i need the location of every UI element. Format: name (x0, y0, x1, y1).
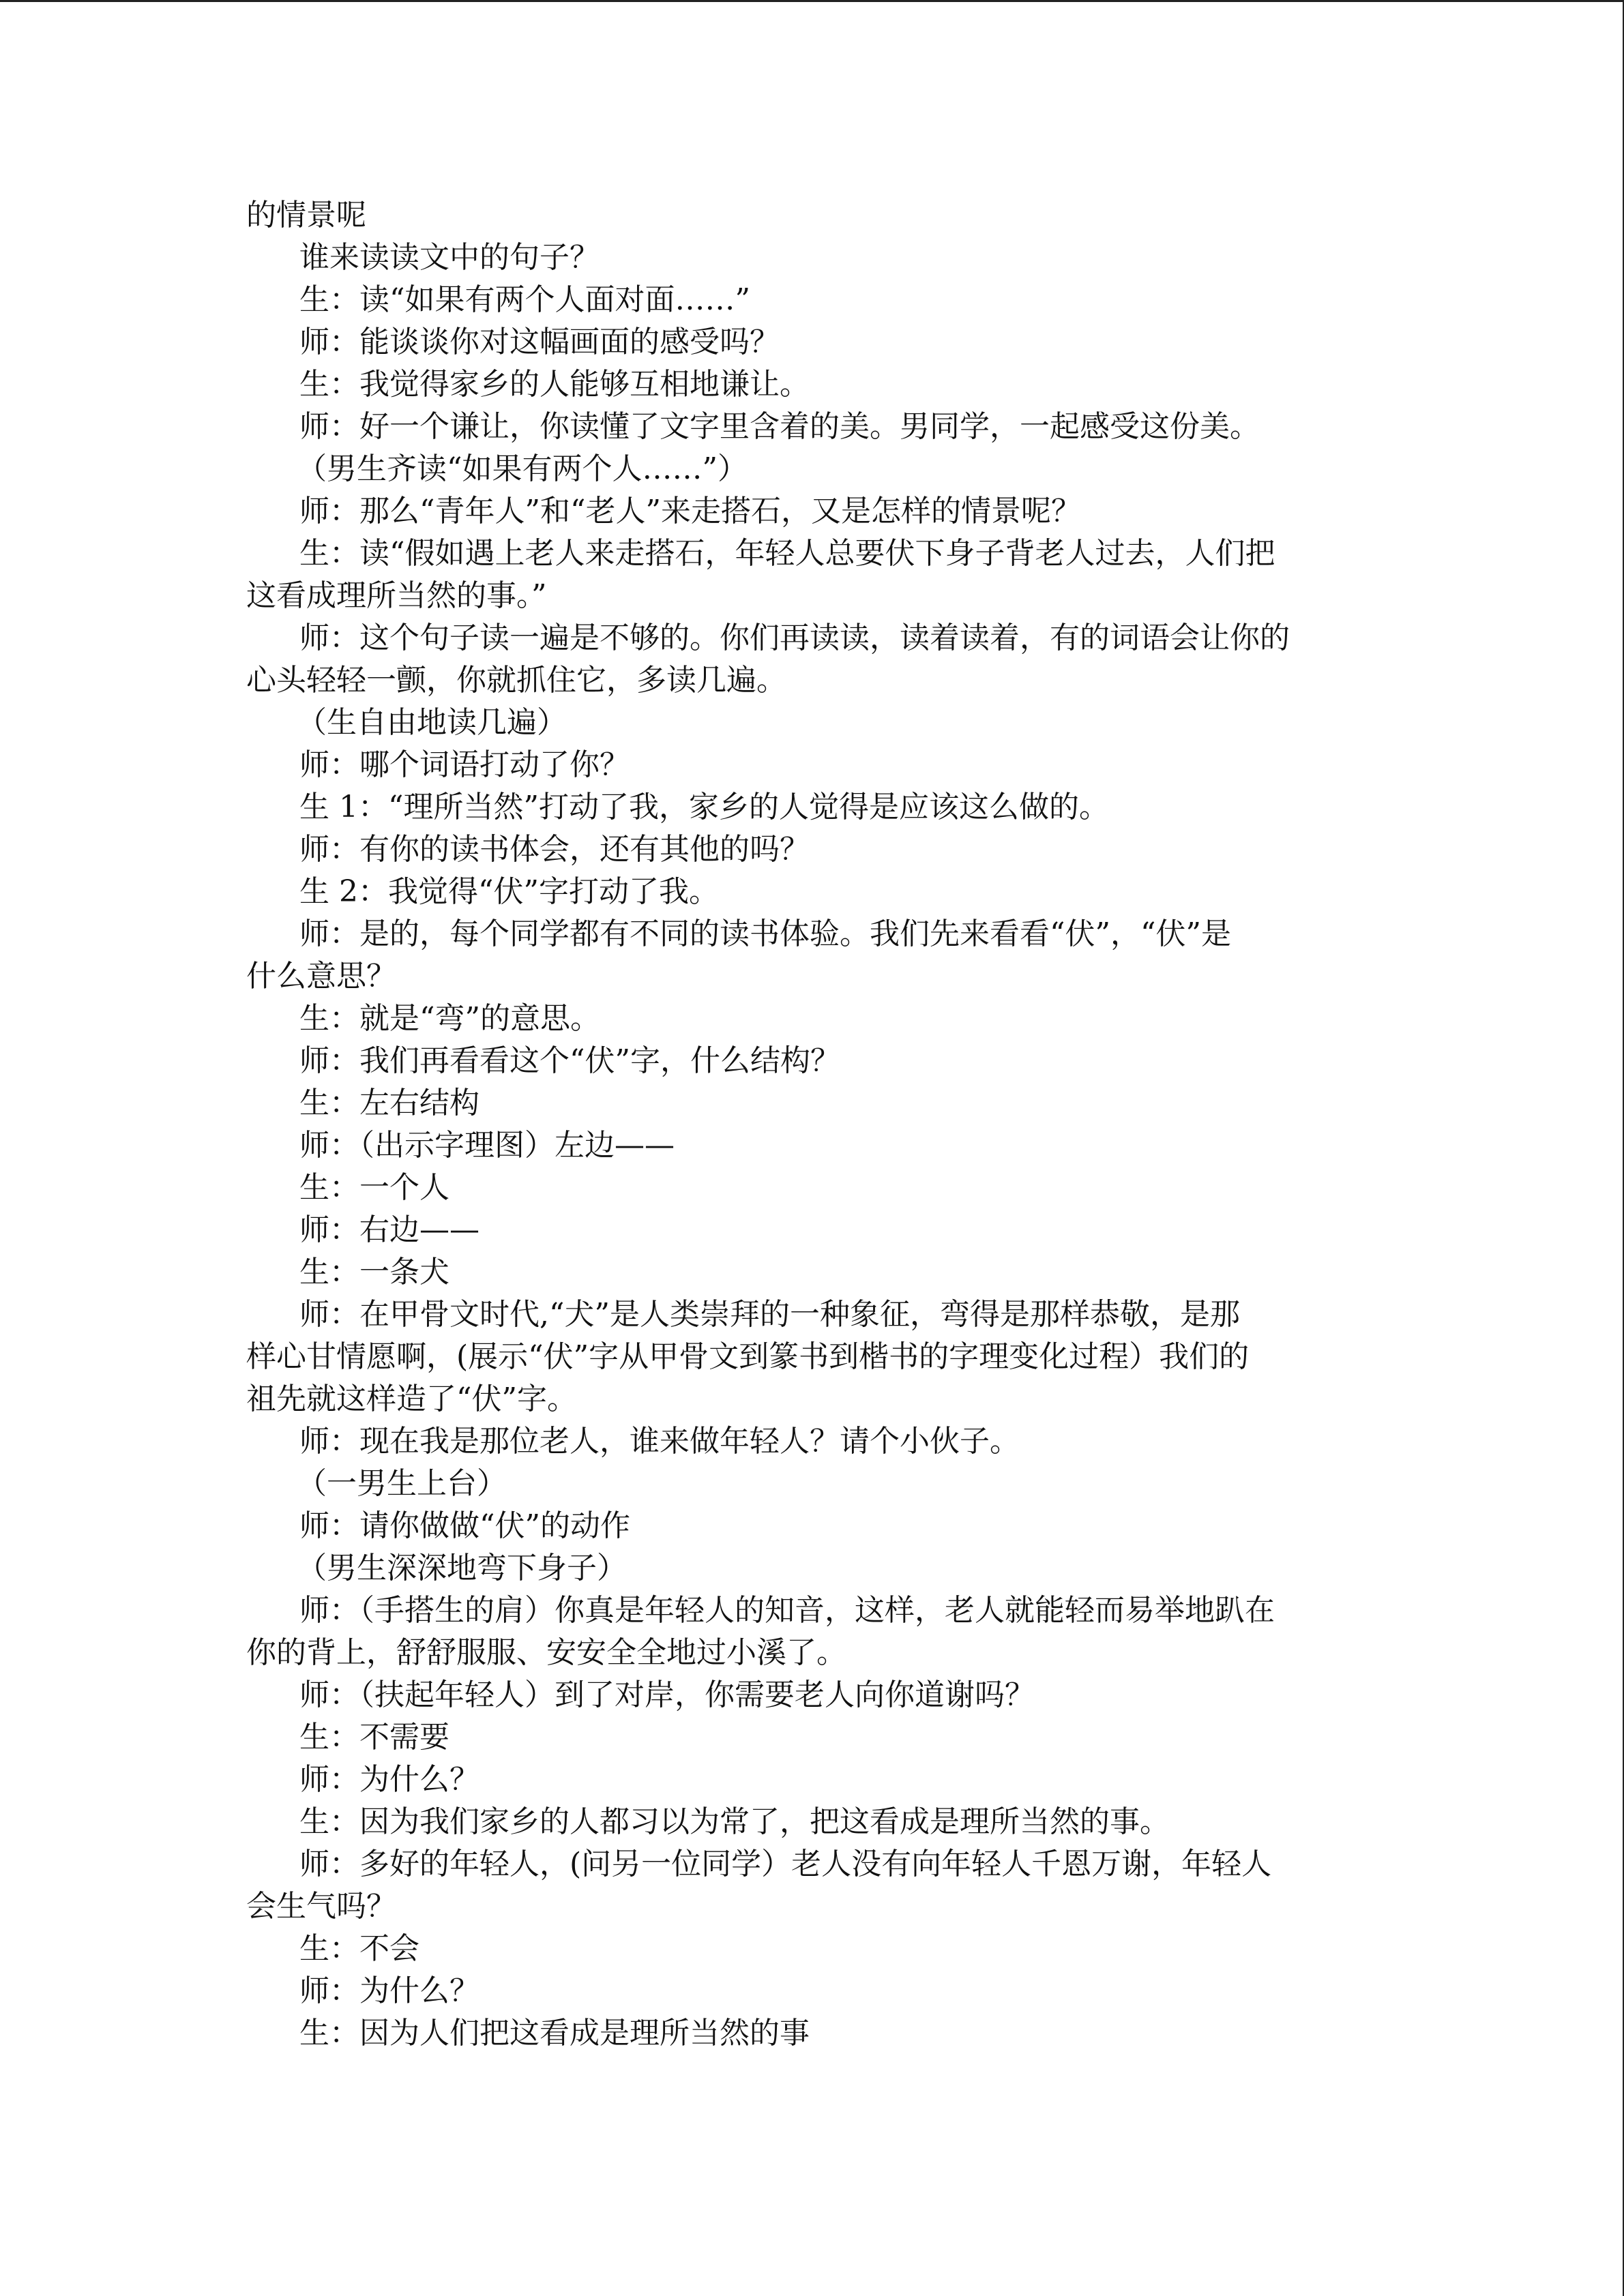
text-line: 师：（手搭生的肩）你真是年轻人的知音，这样，老人就能轻而易举地趴在 (299, 1593, 1275, 1628)
text-line: 师：有你的读书体会，还有其他的吗？ (299, 832, 810, 867)
text-line: 师：右边—— (299, 1212, 479, 1247)
text-line: 生：读“如果有两个人面对面……” (299, 282, 750, 317)
text-line: 师：（扶起年轻人）到了对岸，你需要老人向你道谢吗？ (299, 1678, 1035, 1712)
text-line: 生：一个人 (299, 1170, 449, 1205)
text-line: 生：就是“弯”的意思。 (299, 1001, 600, 1036)
text-line: 祖先就这样造了“伏”字。 (246, 1382, 577, 1416)
text-line: 生：因为我们家乡的人都习以为常了，把这看成是理所当然的事。 (299, 1804, 1170, 1839)
text-line: 你的背上，舒舒服服、安安全全地过小溪了。 (246, 1635, 846, 1670)
page-top-border (0, 0, 1624, 2)
text-line: 生：我觉得家乡的人能够互相地谦让。 (299, 367, 810, 402)
text-line: 这看成理所当然的事。” (246, 578, 547, 613)
text-line: 的情景呢 (246, 198, 366, 233)
stage-direction-line: （男生齐读“如果有两个人……”） (297, 451, 748, 486)
text-line: 生：不会 (299, 1931, 419, 1966)
text-line: 心头轻轻一颤，你就抓住它，多读几遍。 (246, 663, 786, 698)
text-line: 师：是的，每个同学都有不同的读书体验。我们先来看看“伏”，“伏”是 (299, 916, 1231, 951)
text-line: 师：多好的年轻人，(问另一位同学）老人没有向年轻人千恩万谢，年轻人 (299, 1847, 1272, 1881)
text-line: 谁来读读文中的句子？ (299, 240, 600, 275)
text-line: 师：我们再看看这个“伏”字，什么结构？ (299, 1043, 840, 1078)
text-line: 生：左右结构 (299, 1086, 479, 1120)
text-line: 生：因为人们把这看成是理所当然的事 (299, 2016, 810, 2051)
text-line: 生：一条犬 (299, 1255, 449, 1289)
text-line: 师：这个句子读一遍是不够的。你们再读读，读着读着，有的词语会让你的 (299, 621, 1290, 655)
text-line: 师：能谈谈你对这幅画面的感受吗？ (299, 325, 780, 359)
text-line: 师：为什么？ (299, 1973, 479, 2008)
text-line: 师：为什么？ (299, 1762, 479, 1797)
text-line: 师：请你做做“伏”的动作 (299, 1508, 630, 1543)
document-body (246, 194, 1378, 2055)
text-line: 师：（出示字理图）左边—— (299, 1128, 675, 1163)
stage-direction-line: （一男生上台） (297, 1466, 507, 1501)
text-line: 生 1：“理所当然”打动了我，家乡的人觉得是应该这么做的。 (299, 790, 1109, 824)
stage-direction-line: （生自由地读几遍） (297, 705, 567, 740)
text-line: 师：好一个谦让，你读懂了文字里含着的美。男同学，一起感受这份美。 (299, 409, 1260, 444)
text-line: 师：哪个词语打动了你？ (299, 747, 630, 782)
text-line: 什么意思？ (246, 959, 396, 994)
text-line: 师：那么“青年人”和“老人”来走搭石，又是怎样的情景呢？ (299, 494, 1081, 528)
text-line: 师：在甲骨文时代,“犬”是人类崇拜的一种象征，弯得是那样恭敬，是那 (299, 1297, 1240, 1332)
text-line: 师：现在我是那位老人，谁来做年轻人？请个小伙子。 (299, 1424, 1020, 1459)
stage-direction-line: （男生深深地弯下身子） (297, 1551, 627, 1585)
text-line: 生 2：我觉得“伏”字打动了我。 (299, 874, 719, 909)
text-line: 样心甘情愿啊，(展示“伏”字从甲骨文到篆书到楷书的字理变化过程）我们的 (246, 1339, 1250, 1374)
text-line: 生：读“假如遇上老人来走搭石，年轻人总要伏下身子背老人过去，人们把 (299, 536, 1275, 571)
text-line: 生：不需要 (299, 1720, 449, 1755)
text-line: 会生气吗？ (246, 1889, 396, 1924)
